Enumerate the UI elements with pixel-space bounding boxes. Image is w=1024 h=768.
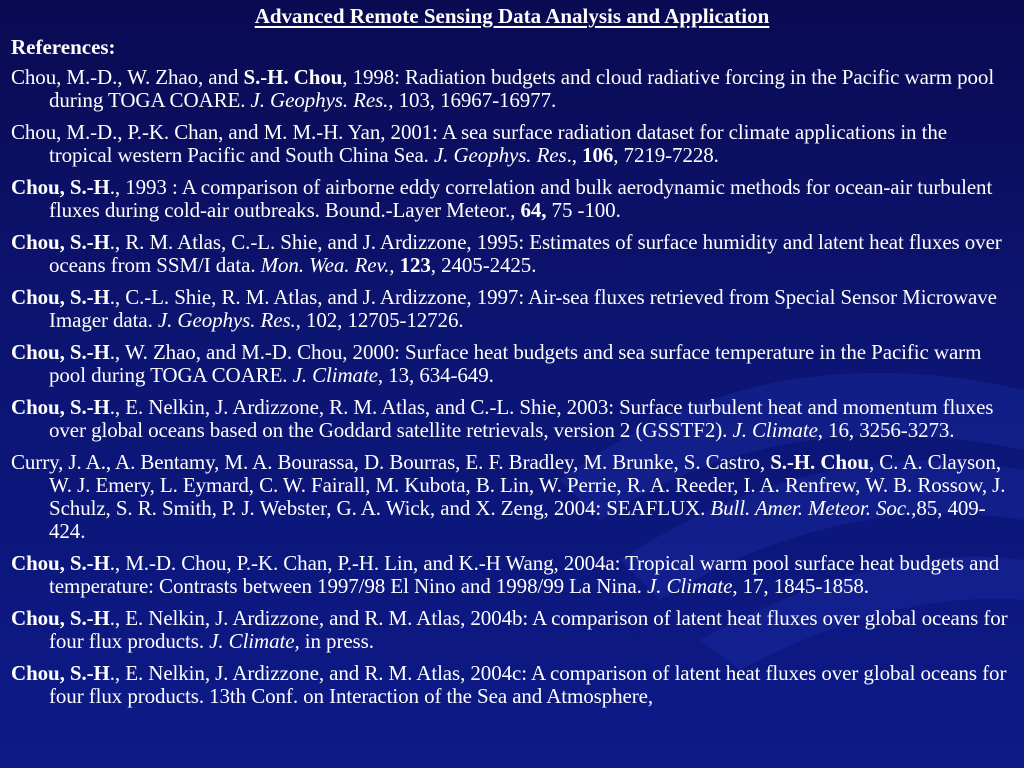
reference-segment: ., 1993 : A comparison of airborne eddy correlation and bulk aerodynamic methods for ocean-air turbulent fluxes during cold-air outbreaks. Bound.-Layer Meteor.,: [49, 175, 993, 222]
reference-segment: Chou, M.-D., P.-K. Chan, and M. M.-H. Yan, 2001: A sea surface radiation dataset for climate applications in the tropical western Pacific and South China Sea.: [11, 120, 947, 167]
reference-segment: , 7219-7228.: [613, 143, 719, 167]
reference-segment: Chou, S.-H: [11, 661, 110, 685]
reference-entry: [11, 66, 1015, 112]
reference-segment: , 2405-2425.: [430, 253, 537, 277]
reference-segment: Chou, S.-H: [11, 395, 110, 419]
reference-segment: Chou, S.-H: [11, 175, 110, 199]
reference-segment: Mon. Wea. Rev.,: [260, 253, 395, 277]
reference-entry: [11, 451, 1015, 543]
reference-segment: 102, 12705-12726.: [300, 308, 464, 332]
reference-segment: 64,: [520, 198, 547, 222]
reference-segment: Chou, S.-H: [11, 285, 110, 309]
reference-segment: ., C.-L. Shie, R. M. Atlas, and J. Ardizzone, 1997: Air-sea fluxes retrieved from Special Sensor Microwave Imager data.: [49, 285, 997, 332]
reference-segment: Chou, S.-H: [11, 340, 110, 364]
reference-segment: S.-H. Chou: [243, 65, 343, 89]
reference-segment: 13, 634-649.: [383, 363, 494, 387]
reference-segment: ., R. M. Atlas, C.-L. Shie, and J. Ardizzone, 1995: Estimates of surface humidity and latent heat fluxes over oceans from SSM/I data.: [49, 230, 1002, 277]
reference-segment: J. Climate,: [292, 363, 384, 387]
reference-segment: ., E. Nelkin, J. Ardizzone, R. M. Atlas, and C.-L. Shie, 2003: Surface turbulent heat and momentum fluxes over global oceans based on the Goddard satellite retrievals, version 2 (GSSTF2).: [49, 395, 994, 442]
reference-segment: , 1998: Radiation budgets and cloud radiative forcing in the Pacific warm pool during TOGA COARE.: [49, 65, 995, 112]
reference-entry: [11, 121, 1015, 167]
reference-entry: [11, 341, 1015, 387]
reference-entry: [11, 552, 1015, 598]
reference-segment: ., E. Nelkin, J. Ardizzone, and R. M. Atlas, 2004b: A comparison of latent heat fluxes over global oceans for four flux products.: [49, 606, 1008, 653]
reference-entry: [11, 396, 1015, 442]
reference-segment: , 16, 3256-3273.: [817, 418, 955, 442]
reference-segment: .,: [566, 143, 583, 167]
reference-segment: J. Climate: [646, 574, 733, 598]
reference-segment: Chou, S.-H: [11, 551, 110, 575]
reference-segment: Chou, S.-H: [11, 230, 110, 254]
reference-segment: Curry, J. A., A. Bentamy, M. A. Bourassa, D. Bourras, E. F. Bradley, M. Brunke, S. Castro,: [11, 450, 771, 474]
reference-segment: J. Climate: [732, 418, 818, 442]
reference-segment: 85, 409-424.: [49, 496, 986, 543]
reference-segment: Bull. Amer. Meteor. Soc.,: [710, 496, 917, 520]
reference-segment: in press.: [299, 629, 374, 653]
reference-segment: ., W. Zhao, and M.-D. Chou, 2000: Surface heat budgets and sea surface temperature in the Pacific warm pool during TOGA COARE.: [49, 340, 982, 387]
reference-segment: J. Geophys. Res: [433, 143, 567, 167]
reference-segment: J. Geophys. Res.,: [250, 88, 394, 112]
reference-segment: 106: [582, 143, 614, 167]
reference-segment: 103, 16967-16977.: [393, 88, 557, 112]
reference-segment: , 17, 1845-1858.: [732, 574, 869, 598]
reference-segment: S.-H. Chou: [770, 450, 869, 474]
reference-entry: [11, 662, 1015, 708]
references-list: [11, 66, 1015, 717]
reference-entry: [11, 607, 1015, 653]
reference-segment: J. Climate,: [209, 629, 300, 653]
reference-segment: Chou, M.-D., W. Zhao, and: [11, 65, 244, 89]
reference-segment: Chou, S.-H: [11, 606, 110, 630]
slide-title: Advanced Remote Sensing Data Analysis and Application: [254, 4, 770, 28]
reference-segment: 123: [399, 253, 431, 277]
reference-segment: 75 -100.: [546, 198, 621, 222]
reference-entry: [11, 286, 1015, 332]
references-heading: References:: [11, 35, 116, 59]
reference-segment: J. Geophys. Res.,: [157, 308, 301, 332]
reference-segment: ., E. Nelkin, J. Ardizzone, and R. M. Atlas, 2004c: A comparison of latent heat fluxes over global oceans for four flux products. 13th Conf. on Interaction of the Sea and Atmosphere,: [49, 661, 1007, 708]
reference-entry: [11, 231, 1015, 277]
reference-entry: [11, 176, 1015, 222]
reference-segment: ., M.-D. Chou, P.-K. Chan, P.-H. Lin, and K.-H Wang, 2004a: Tropical warm pool surface heat budgets and temperature: Contrasts between 1997/98 El Nino and 1998/99 La Nina.: [49, 551, 1000, 598]
reference-segment: , C. A. Clayson, W. J. Emery, L. Eymard, C. W. Fairall, M. Kubota, B. Lin, W. Perrie, R. A. Reeder, I. A. Renfrew, W. B. Rossow, J. Schulz, S. R. Smith, P. J. Webster, G. A. Wick, and X. Zeng, 2004: SEAFLUX.: [49, 450, 1006, 520]
